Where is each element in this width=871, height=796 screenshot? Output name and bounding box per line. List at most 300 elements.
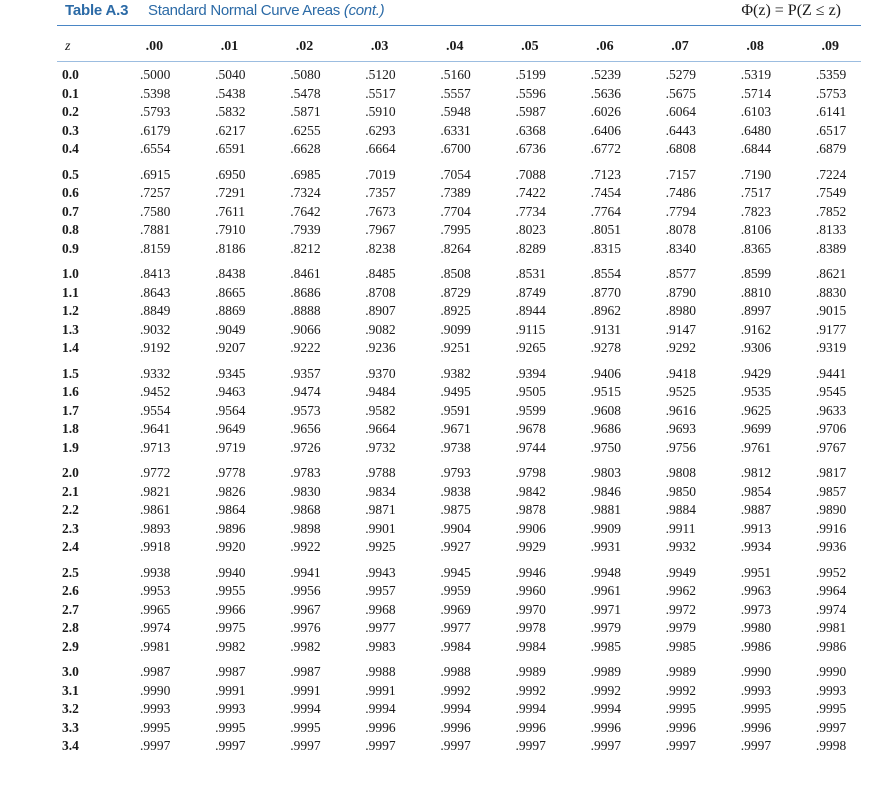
probability-cell: .9929 <box>515 539 546 555</box>
z-value: 0.7 <box>62 203 79 219</box>
probability-cell: .9984 <box>440 638 471 654</box>
probability-cell: .9959 <box>440 583 471 599</box>
probability-cell: .9854 <box>740 483 772 499</box>
probability-cell: .7088 <box>515 166 546 182</box>
probability-cell: .9938 <box>140 564 171 580</box>
probability-cell: .9319 <box>815 340 847 356</box>
probability-cell: .7291 <box>215 185 246 201</box>
column-header: .04 <box>445 39 464 54</box>
z-value: 3.3 <box>62 719 79 735</box>
probability-cell: .7764 <box>590 203 621 219</box>
probability-cell: .9564 <box>215 402 246 418</box>
probability-cell: .5871 <box>290 104 321 120</box>
probability-cell: .9474 <box>290 384 321 400</box>
probability-cell: .9996 <box>515 719 546 735</box>
probability-cell: .9993 <box>740 682 772 698</box>
z-value: 1.3 <box>62 321 79 337</box>
probability-cell: .9996 <box>440 719 471 735</box>
probability-cell: .9993 <box>215 701 246 717</box>
probability-cell: .9664 <box>365 421 396 437</box>
probability-cell: .7486 <box>665 185 697 201</box>
probability-cell: .8106 <box>740 222 772 238</box>
table-row <box>57 166 861 185</box>
probability-cell: .8212 <box>290 240 321 256</box>
table-row <box>57 483 861 502</box>
probability-cell: .9997 <box>665 738 697 754</box>
probability-cell: .9984 <box>515 638 546 654</box>
probability-cell: .6985 <box>290 166 321 182</box>
probability-cell: .5714 <box>740 85 772 101</box>
probability-cell: .9977 <box>440 620 471 636</box>
z-value: 3.0 <box>62 664 79 680</box>
probability-cell: .9997 <box>815 719 847 735</box>
probability-cell: .9989 <box>590 664 621 680</box>
probability-cell: .9972 <box>665 601 697 617</box>
probability-cell: .9995 <box>740 701 772 717</box>
probability-cell: .9686 <box>590 421 621 437</box>
probability-cell: .9994 <box>590 701 621 717</box>
probability-cell: .9875 <box>440 502 471 518</box>
probability-cell: .9878 <box>515 502 546 518</box>
probability-cell: .8686 <box>290 284 321 300</box>
probability-cell: .9898 <box>290 520 321 536</box>
probability-cell: .9997 <box>365 738 396 754</box>
probability-cell: .9982 <box>215 638 246 654</box>
column-header: .00 <box>145 39 164 54</box>
column-header-row <box>57 34 861 60</box>
probability-cell: .9484 <box>365 384 396 400</box>
probability-cell: .6141 <box>815 104 847 120</box>
probability-cell: .9951 <box>740 564 772 580</box>
probability-cell: .9955 <box>215 583 246 599</box>
probability-cell: .9699 <box>740 421 772 437</box>
probability-cell: .9990 <box>140 682 171 698</box>
probability-cell: .9979 <box>665 620 697 636</box>
probability-cell: .9382 <box>440 365 471 381</box>
probability-cell: .9975 <box>215 620 246 636</box>
probability-cell: .8078 <box>665 222 697 238</box>
probability-cell: .5080 <box>290 67 321 83</box>
probability-cell: .9992 <box>590 682 621 698</box>
probability-cell: .7422 <box>515 185 546 201</box>
probability-cell: .9207 <box>215 340 246 356</box>
probability-cell: .9979 <box>590 620 621 636</box>
probability-cell: .9973 <box>740 601 772 617</box>
probability-cell: .9911 <box>665 520 696 536</box>
probability-cell: .7019 <box>365 166 396 182</box>
probability-cell: .5160 <box>440 67 471 83</box>
probability-cell: .5987 <box>515 104 546 120</box>
probability-cell: .9992 <box>515 682 546 698</box>
probability-cell: .9713 <box>140 439 171 455</box>
probability-cell: .9608 <box>590 402 621 418</box>
probability-cell: .6217 <box>215 122 246 138</box>
probability-cell: .9099 <box>440 321 471 337</box>
probability-cell: .9861 <box>140 502 171 518</box>
probability-cell: .9985 <box>590 638 621 654</box>
probability-cell: .9545 <box>815 384 847 400</box>
probability-cell: .5040 <box>215 67 246 83</box>
column-header: .07 <box>671 39 689 54</box>
z-value: 1.8 <box>62 421 79 437</box>
probability-cell: .8643 <box>140 284 171 300</box>
probability-cell: .6368 <box>515 122 546 138</box>
table-row <box>57 339 861 358</box>
z-value: 2.9 <box>62 638 79 654</box>
probability-cell: .9986 <box>815 638 847 654</box>
probability-cell: .9945 <box>440 564 471 580</box>
probability-cell: .6628 <box>290 141 321 157</box>
probability-cell: .5398 <box>140 85 171 101</box>
z-value: 2.4 <box>62 539 79 555</box>
probability-cell: .9934 <box>740 539 772 555</box>
z-value: 2.3 <box>62 520 79 536</box>
probability-cell: .6591 <box>215 141 246 157</box>
probability-cell: .7881 <box>140 222 171 238</box>
probability-cell: .9904 <box>440 520 471 536</box>
probability-cell: .6443 <box>665 122 697 138</box>
probability-cell: .5279 <box>665 67 697 83</box>
probability-cell: .8729 <box>440 284 471 300</box>
probability-cell: .8315 <box>590 240 621 256</box>
probability-cell: .9961 <box>590 583 621 599</box>
probability-cell: .8023 <box>515 222 546 238</box>
probability-cell: .9842 <box>515 483 546 499</box>
probability-cell: .9890 <box>815 502 847 518</box>
probability-cell: .9996 <box>590 719 621 735</box>
table-row <box>57 140 861 159</box>
row-group-gap <box>57 457 861 464</box>
table-row <box>57 184 861 203</box>
probability-cell: .9986 <box>740 638 772 654</box>
probability-cell: .9974 <box>140 620 171 636</box>
probability-cell: .7123 <box>590 166 621 182</box>
table-row <box>57 663 861 682</box>
probability-cell: .7611 <box>215 203 245 219</box>
table-row <box>57 582 861 601</box>
probability-cell: .7995 <box>440 222 471 238</box>
z-value: 0.3 <box>62 122 79 138</box>
probability-cell: .7642 <box>290 203 321 219</box>
probability-cell: .9582 <box>365 402 396 418</box>
probability-cell: .6844 <box>740 141 772 157</box>
row-group-gap <box>57 258 861 265</box>
probability-cell: .9978 <box>515 620 546 636</box>
probability-cell: .8621 <box>815 266 847 282</box>
probability-cell: .5832 <box>215 104 246 120</box>
probability-cell: .9345 <box>215 365 246 381</box>
normal-table <box>57 34 861 756</box>
table-row <box>57 383 861 402</box>
table-row <box>57 103 861 122</box>
z-value: 0.8 <box>62 222 79 238</box>
z-value: 3.4 <box>62 738 79 754</box>
probability-cell: .9177 <box>815 321 847 337</box>
probability-cell: .5753 <box>815 85 847 101</box>
table-row <box>57 265 861 284</box>
probability-cell: .6064 <box>665 104 697 120</box>
probability-cell: .9997 <box>515 738 546 754</box>
probability-cell: .7794 <box>665 203 697 219</box>
table-title <box>148 2 384 19</box>
probability-cell: .9983 <box>365 638 396 654</box>
probability-cell: .9916 <box>815 520 847 536</box>
probability-cell: .9732 <box>365 439 396 455</box>
table-title-suffix: (cont.) <box>343 2 385 19</box>
z-value: 0.6 <box>62 185 79 201</box>
probability-cell: .9192 <box>140 340 171 356</box>
probability-cell: .9394 <box>515 365 546 381</box>
probability-cell: .9953 <box>140 583 171 599</box>
probability-cell: .9960 <box>515 583 546 599</box>
probability-cell: .9965 <box>140 601 171 617</box>
probability-cell: .9997 <box>215 738 246 754</box>
probability-cell: .9993 <box>815 682 847 698</box>
z-value: 0.5 <box>62 166 79 182</box>
z-value: 1.7 <box>62 402 79 418</box>
probability-cell: .6293 <box>365 122 396 138</box>
probability-cell: .9115 <box>515 321 546 337</box>
probability-cell: .9998 <box>815 738 847 754</box>
probability-cell: .9834 <box>365 483 396 499</box>
column-header: .08 <box>746 39 764 54</box>
probability-cell: .9625 <box>740 402 772 418</box>
table-row <box>57 700 861 719</box>
probability-cell: .9857 <box>815 483 847 499</box>
probability-cell: .9846 <box>590 483 621 499</box>
probability-cell: .6772 <box>590 141 621 157</box>
z-value: 3.1 <box>62 682 79 698</box>
probability-cell: .9306 <box>740 340 772 356</box>
probability-cell: .8708 <box>365 284 396 300</box>
probability-cell: .9970 <box>515 601 546 617</box>
probability-cell: .9957 <box>365 583 396 599</box>
probability-cell: .9941 <box>290 564 321 580</box>
probability-cell: .8438 <box>215 266 246 282</box>
probability-cell: .9987 <box>215 664 246 680</box>
table-row <box>57 439 861 458</box>
probability-cell: .7939 <box>290 222 321 238</box>
probability-cell: .9429 <box>740 365 772 381</box>
probability-cell: .9222 <box>290 340 321 356</box>
probability-cell: .9871 <box>365 502 396 518</box>
probability-cell: .9719 <box>215 439 246 455</box>
probability-cell: .9798 <box>515 465 546 481</box>
probability-cell: .9788 <box>365 465 396 481</box>
table-row <box>57 464 861 483</box>
probability-cell: .9985 <box>665 638 697 654</box>
probability-cell: .9515 <box>590 384 621 400</box>
probability-cell: .7673 <box>365 203 396 219</box>
probability-cell: .9949 <box>665 564 697 580</box>
cdf-formula: Φ(z) = P(Z ≤ z) <box>741 2 841 19</box>
probability-cell: .9162 <box>740 321 772 337</box>
table-row <box>57 682 861 701</box>
table-row <box>57 520 861 539</box>
probability-cell: .8289 <box>515 240 546 256</box>
probability-cell: .8749 <box>515 284 546 300</box>
probability-cell: .9767 <box>815 439 847 455</box>
probability-cell: .8665 <box>215 284 246 300</box>
probability-cell: .7580 <box>140 203 171 219</box>
probability-cell: .9997 <box>290 738 321 754</box>
probability-cell: .8159 <box>140 240 171 256</box>
column-header: .05 <box>521 39 539 54</box>
probability-cell: .9726 <box>290 439 321 455</box>
probability-cell: .5793 <box>140 104 171 120</box>
probability-cell: .9991 <box>290 682 321 698</box>
probability-cell: .9996 <box>365 719 396 735</box>
table-row <box>57 321 861 340</box>
probability-cell: .9750 <box>590 439 621 455</box>
z-value: 2.5 <box>62 564 79 580</box>
z-value: 2.8 <box>62 620 79 636</box>
probability-cell: .9893 <box>140 520 171 536</box>
probability-cell: .9812 <box>740 465 772 481</box>
probability-cell: .9993 <box>140 701 171 717</box>
probability-cell: .8925 <box>440 303 471 319</box>
table-title-main: Standard Normal Curve Areas <box>148 2 340 19</box>
probability-cell: .9418 <box>665 365 697 381</box>
z-value: 1.0 <box>62 266 79 282</box>
probability-cell: .7823 <box>740 203 772 219</box>
probability-cell: .8238 <box>365 240 396 256</box>
probability-cell: .9887 <box>740 502 772 518</box>
probability-cell: .9925 <box>365 539 396 555</box>
probability-cell: .9968 <box>365 601 396 617</box>
probability-cell: .7910 <box>215 222 246 238</box>
probability-cell: .7157 <box>665 166 697 182</box>
probability-cell: .9956 <box>290 583 321 599</box>
probability-cell: .7389 <box>440 185 471 201</box>
probability-cell: .9778 <box>215 465 246 481</box>
probability-cell: .9332 <box>140 365 171 381</box>
probability-cell: .9922 <box>290 539 321 555</box>
z-value: 0.9 <box>62 240 79 256</box>
probability-cell: .9049 <box>215 321 246 337</box>
probability-cell: .9850 <box>665 483 697 499</box>
gap-cell <box>57 159 861 166</box>
probability-cell: .8051 <box>590 222 621 238</box>
z-value: 2.1 <box>62 483 79 499</box>
probability-cell: .9236 <box>365 340 396 356</box>
z-value: 1.2 <box>62 303 79 319</box>
z-value: 0.2 <box>62 104 79 120</box>
probability-cell: .9969 <box>440 601 471 617</box>
probability-cell: .6736 <box>515 141 546 157</box>
probability-cell: .9989 <box>515 664 546 680</box>
probability-cell: .9573 <box>290 402 321 418</box>
probability-cell: .9772 <box>140 465 171 481</box>
table-row <box>57 122 861 141</box>
probability-cell: .5319 <box>740 67 772 83</box>
probability-cell: .5000 <box>140 67 171 83</box>
probability-cell: .5557 <box>440 85 471 101</box>
table-row <box>57 638 861 657</box>
table-row <box>57 737 861 756</box>
probability-cell: .6255 <box>290 122 321 138</box>
probability-cell: .7190 <box>740 166 772 182</box>
probability-cell: .9901 <box>365 520 396 536</box>
probability-cell: .9881 <box>590 502 621 518</box>
probability-cell: .9948 <box>590 564 621 580</box>
z-value: 1.6 <box>62 384 79 400</box>
z-value: 2.2 <box>62 502 79 518</box>
probability-cell: .9495 <box>440 384 471 400</box>
probability-cell: .8790 <box>665 284 697 300</box>
probability-cell: .9913 <box>740 520 772 536</box>
probability-cell: .9884 <box>665 502 697 518</box>
probability-cell: .5120 <box>365 67 396 83</box>
table-row <box>57 85 861 104</box>
probability-cell: .9463 <box>215 384 246 400</box>
probability-cell: .9920 <box>215 539 246 555</box>
probability-cell: .9838 <box>440 483 471 499</box>
probability-cell: .9251 <box>440 340 471 356</box>
probability-cell: .9982 <box>290 638 321 654</box>
probability-cell: .9996 <box>665 719 697 735</box>
z-value: 1.5 <box>62 365 79 381</box>
probability-cell: .6103 <box>740 104 772 120</box>
z-value: 0.4 <box>62 141 79 157</box>
probability-cell: .9995 <box>290 719 321 735</box>
probability-cell: .9278 <box>590 340 621 356</box>
probability-cell: .9988 <box>365 664 396 680</box>
z-column-header: z <box>65 39 71 54</box>
probability-cell: .9808 <box>665 465 697 481</box>
probability-cell: .8186 <box>215 240 246 256</box>
probability-cell: .9906 <box>515 520 546 536</box>
probability-cell: .9147 <box>665 321 697 337</box>
probability-cell: .6517 <box>815 122 847 138</box>
probability-cell: .9995 <box>215 719 246 735</box>
probability-cell: .9980 <box>740 620 772 636</box>
probability-cell: .8997 <box>740 303 772 319</box>
probability-cell: .9991 <box>365 682 396 698</box>
probability-cell: .8508 <box>440 266 471 282</box>
probability-cell: .9896 <box>215 520 246 536</box>
probability-cell: .8830 <box>815 284 847 300</box>
probability-cell: .9793 <box>440 465 471 481</box>
probability-cell: .9997 <box>440 738 471 754</box>
probability-cell: .9943 <box>365 564 396 580</box>
probability-cell: .9830 <box>290 483 321 499</box>
probability-cell: .9864 <box>215 502 246 518</box>
probability-cell: .7549 <box>815 185 847 201</box>
probability-cell: .8849 <box>140 303 171 319</box>
z-value: 0.0 <box>62 67 79 83</box>
probability-cell: .5359 <box>815 67 847 83</box>
probability-cell: .9996 <box>740 719 772 735</box>
gap-cell <box>57 358 861 365</box>
z-value: 2.6 <box>62 583 79 599</box>
probability-cell: .7224 <box>815 166 847 182</box>
probability-cell: .9992 <box>440 682 471 698</box>
probability-cell: .8810 <box>740 284 772 300</box>
probability-cell: .9995 <box>140 719 171 735</box>
probability-cell: .9995 <box>815 701 847 717</box>
probability-cell: .9946 <box>515 564 546 580</box>
probability-cell: .9997 <box>740 738 772 754</box>
probability-cell: .9641 <box>140 421 171 437</box>
probability-cell: .9909 <box>590 520 621 536</box>
probability-cell: .9406 <box>590 365 621 381</box>
probability-cell: .9591 <box>440 402 471 418</box>
probability-cell: .9987 <box>290 664 321 680</box>
probability-cell: .9976 <box>290 620 321 636</box>
probability-cell: .9082 <box>365 321 396 337</box>
table-row <box>57 284 861 303</box>
